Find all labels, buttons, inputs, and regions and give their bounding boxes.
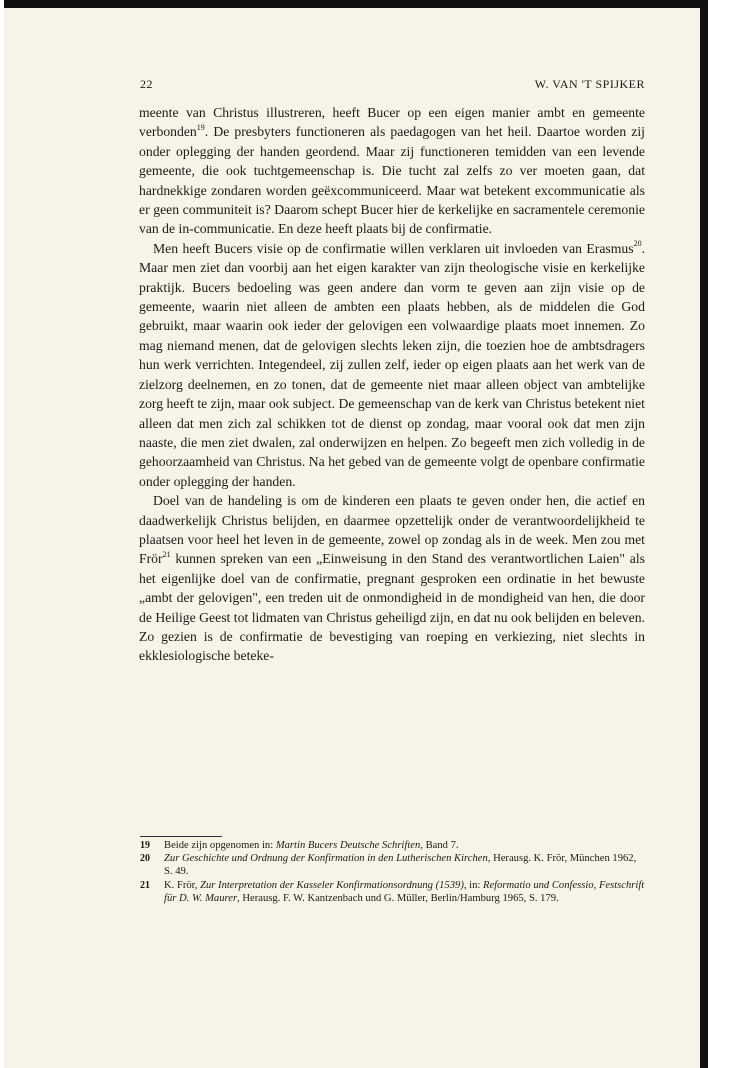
footnote-number: 20 [140, 853, 150, 865]
text-run: K. Frör, [164, 879, 201, 891]
footnote-ref: 21 [162, 549, 171, 559]
footnote-text [164, 879, 645, 905]
footnote-text [164, 852, 645, 878]
footnote-number: 19 [140, 840, 150, 851]
text-run: meente van Christus illustreren, heeft Bucer op een eigen manier ambt en gemeente verbonden [139, 105, 645, 140]
paragraph [139, 103, 645, 239]
footnote-rule [140, 836, 222, 837]
title-italic: Zur Interpretation der Kasseler Konfirmationsordnung (1539) [200, 879, 464, 891]
footnote-ref: 19 [196, 122, 205, 132]
text-run: , Herausg. F. W. Kantzenbach und G. Müller, Berlin/Hamburg 1965, S. 179. [237, 892, 559, 904]
paragraph [139, 239, 645, 491]
text-run: , Herausg. K. Frör, München 1962, S. 49. [164, 853, 637, 878]
page-number: 22 [140, 77, 153, 91]
title-italic: Martin Bucers Deutsche Schriften [275, 840, 421, 851]
main-text [139, 103, 645, 666]
footnote [140, 839, 645, 852]
text-run: kunnen spreken van een „Einweisung in den Stand des verantwortlichen Laien" als het eigenlijke doel van de confirmatie, pregnant gesproken een ordinatie in het bewuste „ambt der gelovigen", een treden uit de onmondigheid in de mondigheid van hen, die door de Heilige Geest tot lidmaten van Christus geheiligd zijn, en dat nu ook belijden en beleven. Zo gezien is de confirmatie de bevestiging van roeping en verkiezing, niet slechts in ekklesiologische beteke- [139, 551, 645, 664]
text-run: . Maar men ziet dan voorbij aan het eigen karakter van zijn theologische visie en kerkelijke praktijk. Bucers bedoeling was geen andere dan vorm te geven aan zijn visie op de gemeente, waarin niet alleen de ambten een plaats hebben, als de middelen die God gebruikt, maar waarin ook ieder der gelovigen een volwaardige plaats moet innemen. Zo mag niemand menen, dat de gelovigen slechts leken zijn, die toezien hoe de ambtsdragers hun werk verrichten. Integendeel, zij zullen zelf, ieder op eigen plaats aan het werk van de zielzorg deelnemen, en zo tonen, dat de gemeente niet maar alleen object van ambtelijke zorg heeft te zijn, maar ook subject. De gemeenschap van de kerk van Christus betekent niet alleen dat men zich zal schikken tot de dienst op zondag, maar vooral ook dat men zijn naaste, die men ziet dwalen, zal onderwijzen en helpen. Zo begeeft men zich volledig in de gehoorzaamheid van Christus. Na het gebed van de gemeente volgt de openbare confirmatie onder oplegging der handen. [139, 240, 645, 489]
scan-border-top [4, 0, 708, 8]
text-run: , Band 7. [420, 840, 459, 851]
footnotes [140, 839, 645, 905]
text-run: . De presbyters functioneren als paedagogen van het heil. Daartoe worden zij onder oplegging der handen geordend. Maar zij functioneren temidden van een levende gemeente, die ook tuchtgemeenschap is. Die tucht zal zelfs zo ver moeten gaan, dat hardnekkige zondaren worden geëxcommuniceerd. Maar wat betekent excommunicatie als er geen communiteit is? Daarom schept Bucer hier de kerkelijke en sacramentele ceremonie van de in-communicatie. En deze heeft plaats bij de confirmatie. [139, 124, 645, 237]
footnote-text [164, 839, 645, 852]
footnote [140, 852, 645, 878]
paragraph [139, 491, 645, 666]
running-title: W. VAN 'T SPIJKER [534, 77, 645, 91]
text-run: , in: [463, 879, 483, 891]
footnote-number: 21 [140, 879, 150, 891]
title-italic: Reformatio und Confessio, Festschrift für D. W. Maurer [164, 879, 645, 904]
text-run: Doel van de handeling is om de kinderen een plaats te geven onder hen, die actief en daadwerkelijk Christus belijden, en daarmee opzettelijk onder de verantwoordelijkheid te plaatsen voor heel het leven in de gemeente, zowel op zondag als in de week. Men zou met Frör [139, 493, 645, 567]
text-run: Beide zijn opgenomen in: [164, 840, 276, 851]
footnote [140, 879, 645, 905]
scan-border-right [700, 0, 708, 1068]
text-run: Men heeft Bucers visie op de confirmatie willen verklaren uit invloeden van Erasmus [153, 240, 634, 256]
footnote-ref: 20 [633, 239, 642, 249]
title-italic: Zur Geschichte und Ordnung der Konfirmation in den Lutherischen Kirchen [164, 853, 488, 865]
